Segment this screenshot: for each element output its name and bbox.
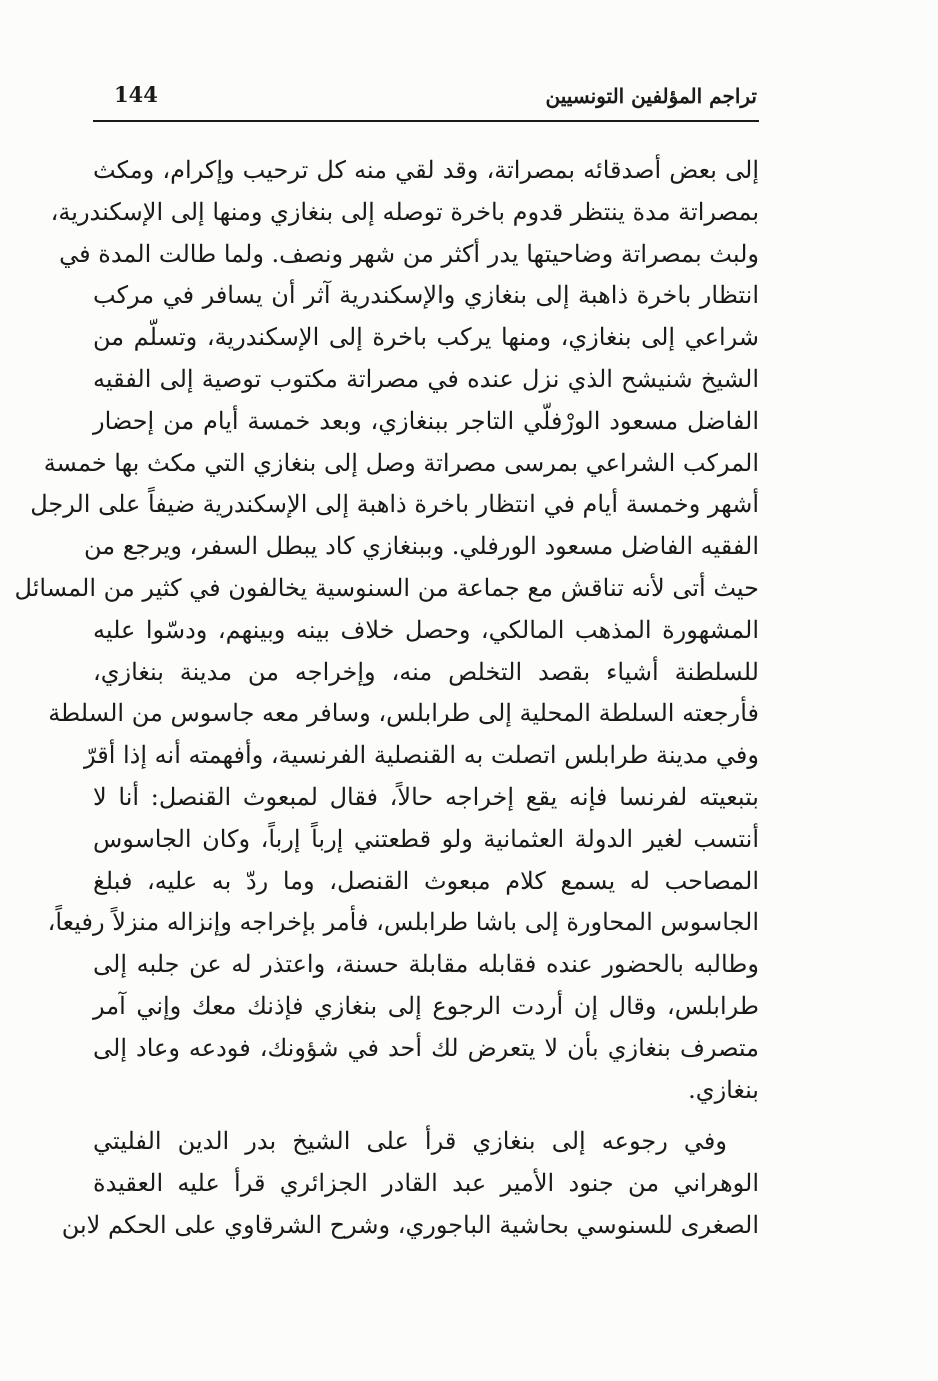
paragraph: [14, 150, 759, 1111]
text-line: وفي رجوعه إلى بنغازي قرأ على الشيخ بدر الدين الفليتي: [93, 1127, 727, 1156]
text-line: الجاسوس المحاورة إلى باشا طرابلس، فأمر بإخراجه وإنزاله منزلاً رفيعاً،: [47, 908, 759, 937]
running-head: [93, 80, 759, 122]
text-line: وفي مدينة طرابلس اتصلت به القنصلية الفرنسية، وأفهمته أنه إذا أقرّ: [84, 741, 759, 770]
text-line: حيث أتى لأنه تناقش مع جماعة من السنوسية يخالفون في كثير من المسائل: [14, 573, 759, 602]
text-line: المصاحب له يسمع كلام مبعوث القنصل، وما ردّ به عليه، فبلغ: [93, 866, 759, 895]
text-line: بمصراتة مدة ينتظر قدوم باخرة توصله إلى بنغازي ومنها إلى الإسكندرية،: [50, 197, 759, 226]
text-line: الفقيه الفاضل مسعود الورفلي. وببنغازي كاد يبطل السفر، ويرجع من: [84, 532, 759, 561]
text-line: بتبعيته لفرنسا فإنه يقع إخراجه حالاً، فقال لمبعوث القنصل: أنا لا: [93, 782, 759, 811]
text-line: بنغازي.: [688, 1075, 759, 1104]
text-line: ولبث بمصراتة وضاحيتها يدر أكثر من شهر ونصف. ولما طالت المدة في: [59, 239, 759, 268]
text-line: الفاضل مسعود الورْفلّي التاجر ببنغازي، وبعد خمسة أيام من إحضار: [93, 406, 759, 435]
body-text: [14, 150, 759, 1247]
paragraph-gap: [93, 1111, 759, 1121]
paragraphs: [14, 150, 759, 1247]
text-line: وطالبه بالحضور عنده فقابله مقابلة حسنة، واعتذر له عن جلبه إلى: [93, 950, 759, 979]
text-line: انتظار باخرة ذاهبة إلى بنغازي والإسكندرية آثر أن يسافر في مركب: [93, 281, 759, 310]
text-line: الصغرى للسنوسي بحاشية الباجوري، وشرح الشرقاوي على الحكم لابن: [61, 1210, 759, 1239]
text-line: أشهر وخمسة أيام في انتظار باخرة ذاهبة إلى الإسكندرية ضيفاً على الرجل: [30, 490, 759, 519]
text-line: شراعي إلى بنغازي، ومنها يركب باخرة إلى الإسكندرية، وتسلّم من: [93, 323, 759, 352]
text-line: طرابلس، وقال إن أردت الرجوع إلى بنغازي فإذنك معك وإني آمر: [93, 991, 759, 1020]
paragraph: [61, 1121, 759, 1246]
text-line: فأرجعته السلطة المحلية إلى طرابلس، وسافر معه جاسوس من السلطة: [48, 699, 759, 728]
text-line: للسلطنة أشياء بقصد التخلص منه، وإخراجه من مدينة بنغازي،: [93, 657, 759, 686]
running-title: تراجم المؤلفين التونسيين: [545, 84, 757, 108]
text-line: متصرف بنغازي بأن لا يتعرض لك أحد في شؤونك، فودعه وعاد إلى: [93, 1033, 759, 1062]
text-line: المركب الشراعي بمرسى مصراتة وصل إلى بنغازي التي مكث بها خمسة: [43, 448, 759, 477]
text-line: الشيخ شنيشح الذي نزل عنده في مصراتة مكتوب توصية إلى الفقيه: [93, 364, 759, 393]
text-line: أنتسب لغير الدولة العثمانية ولو قطعتني إرباً إرباً، وكان الجاسوس: [93, 824, 759, 853]
page-number: 144: [114, 82, 158, 107]
text-line: المشهورة المذهب المالكي، وحصل خلاف بينه وبينهم، ودسّوا عليه: [93, 615, 759, 644]
text-line: إلى بعض أصدقائه بمصراتة، وقد لقي منه كل ترحيب وإكرام، ومكث: [93, 156, 759, 184]
text-line: الوهراني من جنود الأمير عبد القادر الجزائري قرأ عليه العقيدة: [93, 1169, 759, 1198]
